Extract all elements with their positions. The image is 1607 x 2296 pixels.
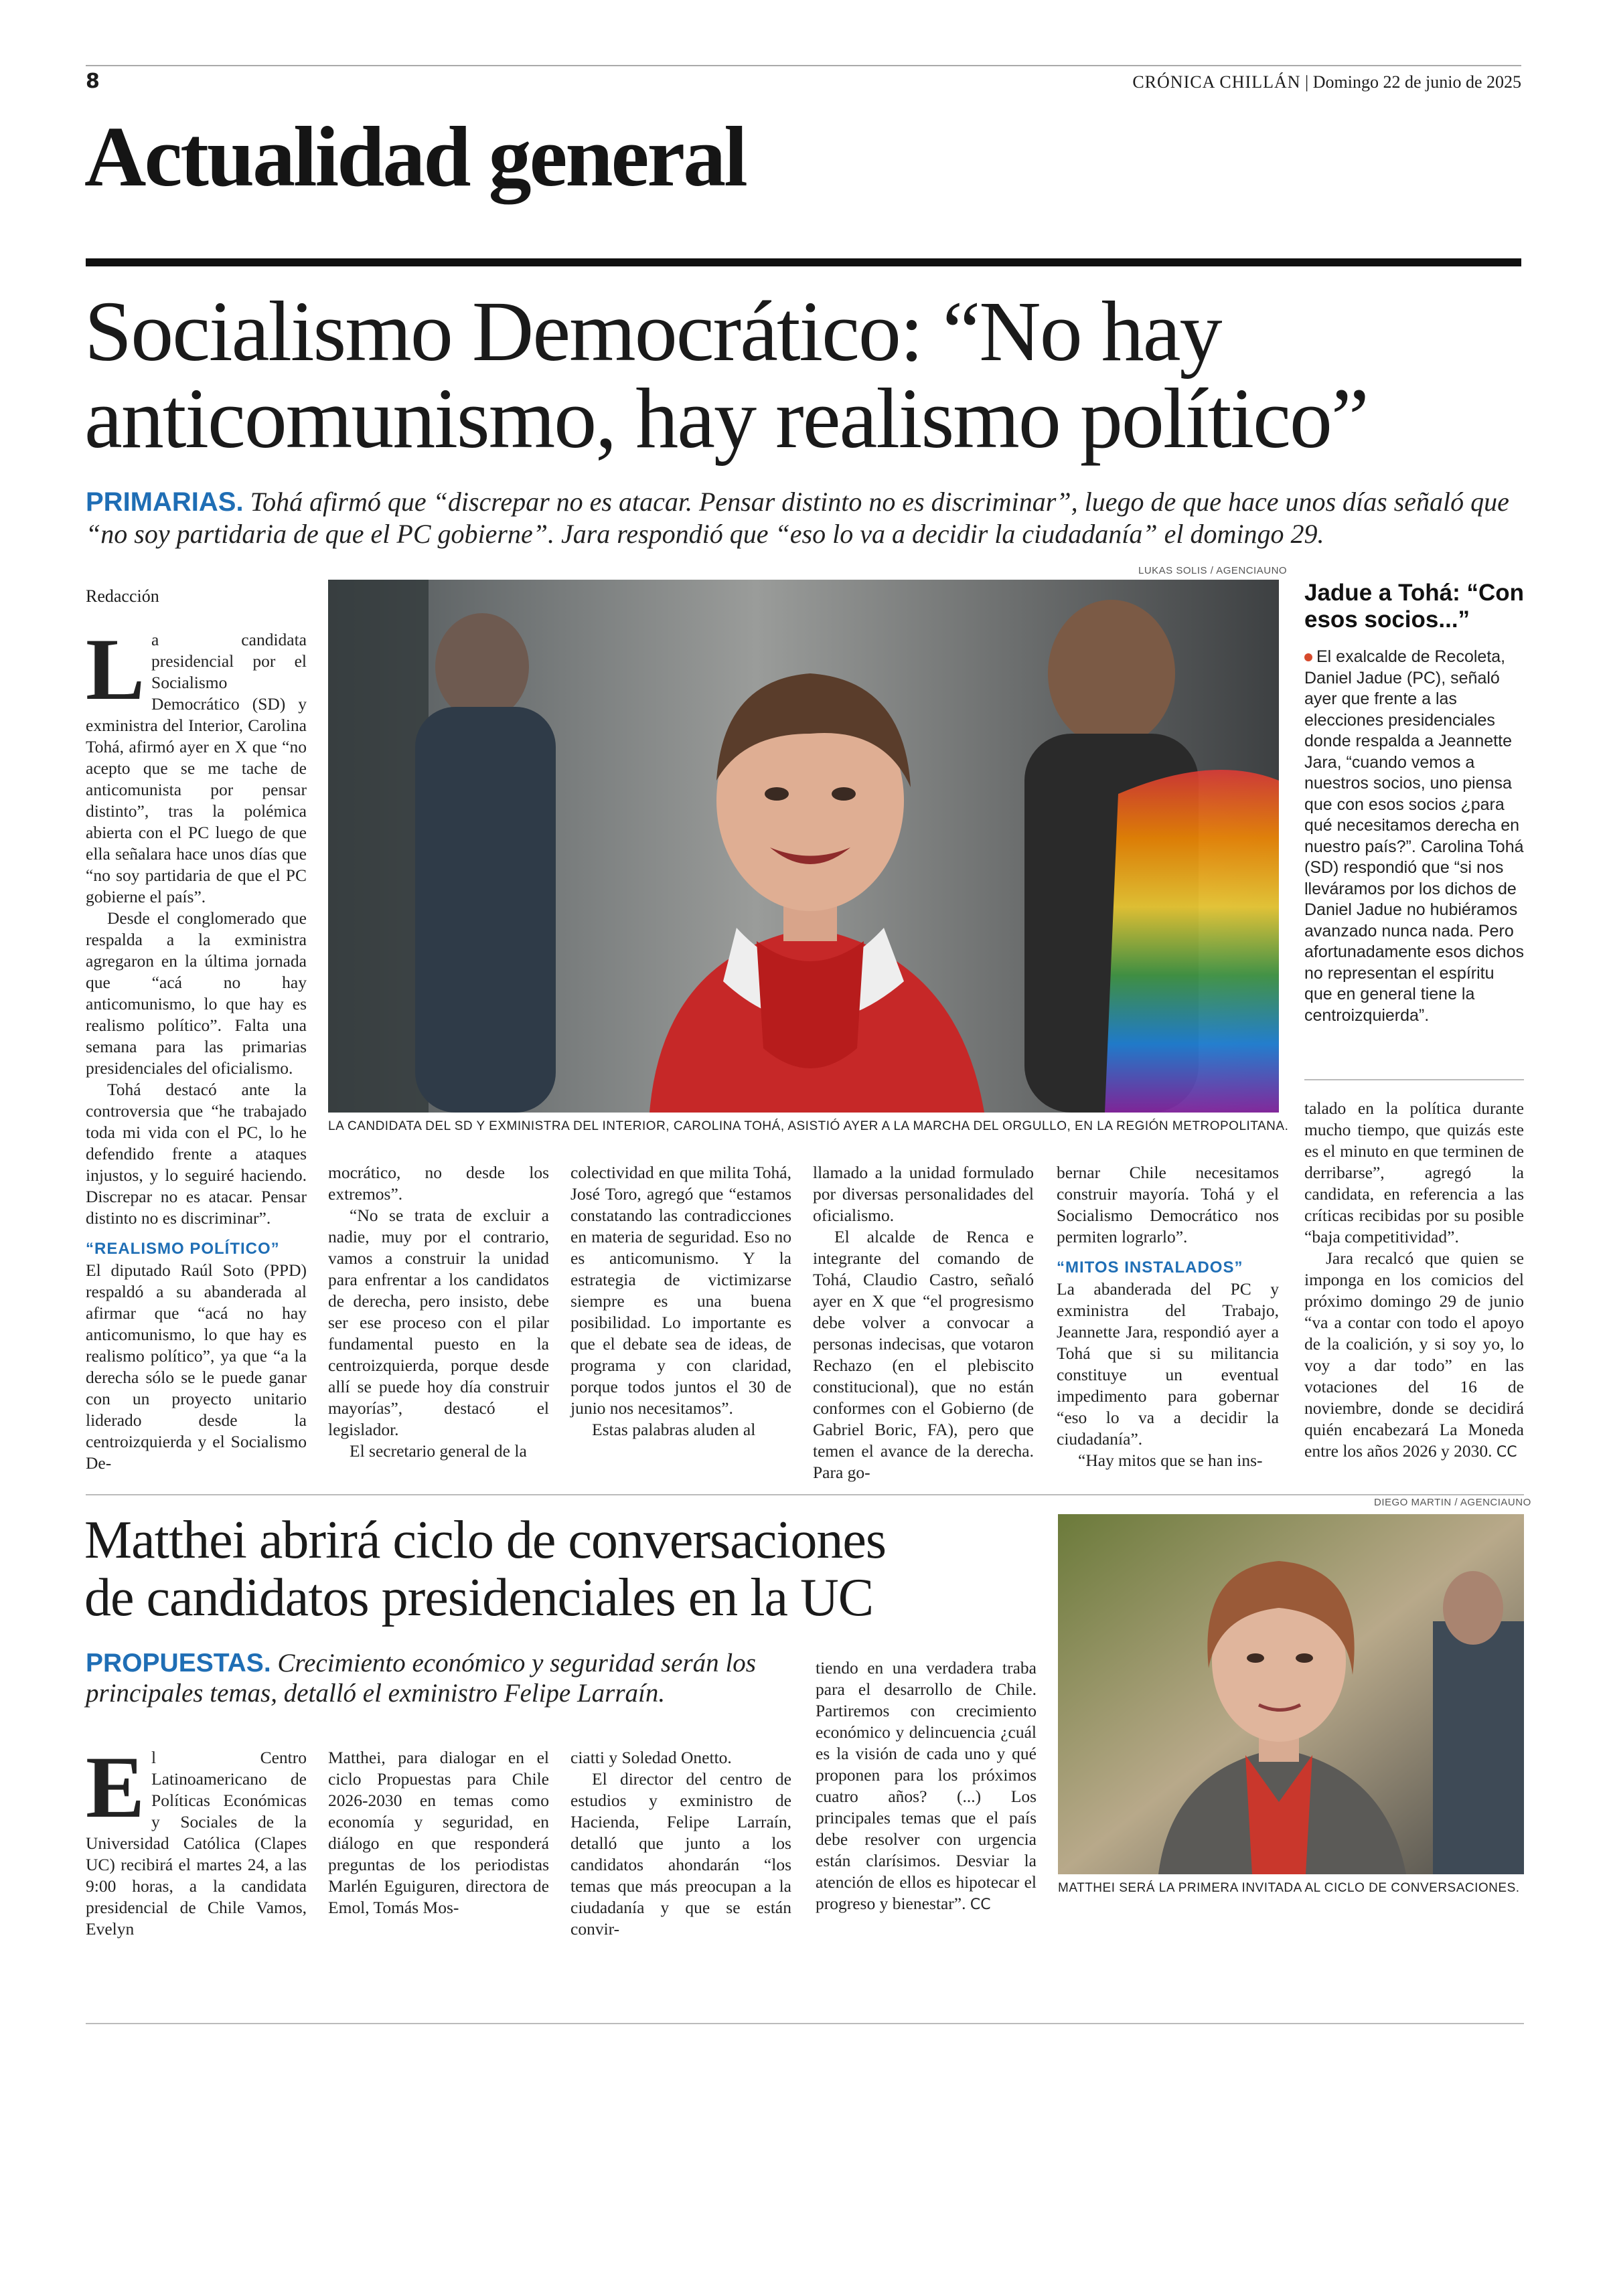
section-title: Actualidad general bbox=[84, 109, 746, 204]
article1-column-2 bbox=[328, 1162, 549, 1481]
article1-col6-p2-text: Jara recalcó que quien se imponga en los comicios del próximo domingo 29 de junio “va a contar con todo el apoyo de la coalición, y si soy yo, lo voy a dar todo” en las votaciones del 16 de noviembre, donde se decidirá quién encabezará La Moneda entre los años 2026 y 2030. bbox=[1304, 1248, 1524, 1461]
article2-photo-credit: DIEGO MARTIN / AGENCIAUNO bbox=[1374, 1497, 1531, 1508]
article2-kicker: PROPUESTAS. bbox=[86, 1649, 271, 1677]
article1-headline-line1: Socialismo Democrático: “No hay bbox=[84, 284, 1221, 379]
article1-col3-p2: Estas palabras aluden al bbox=[592, 1420, 756, 1439]
article2-col3-p2: El director del centro de estudios y exministro de Hacienda, Felipe Larraín, detalló que junto a los candidatos ahondarán “los temas que más preocupan a la ciudadanía y que se están convir- bbox=[570, 1769, 791, 1939]
article1-col5-subhead: “MITOS INSTALADOS” bbox=[1057, 1258, 1243, 1277]
top-rule bbox=[86, 65, 1521, 66]
article2-col4-p1 bbox=[816, 1657, 1037, 1916]
article1-col2-p2: “No se trata de excluir a nadie, muy por el contrario, vamos a construir la unidad para enfrentar a los candidatos de derecha, pero insisto, debe ser ese proceso con el pilar fundamental puesto en la centroizquierda, porque desde allí se puede hoy día construir mayorías”, destacó el legislador. bbox=[328, 1206, 549, 1439]
article1-drop-cap: L bbox=[86, 620, 145, 718]
article1-col3-p1: colectividad en que milita Tohá, José Toro, agregó que “estamos constatando las contradicciones en materia de seguridad. Eso no es anticomunismo. Y la estrategia de victimizarse siempre es una buena posibilidad. Lo importante es que el debate sea de ideas, de programa y con claridad, porque todos juntos el 30 de junio nos necesitamos”. bbox=[570, 1163, 791, 1418]
article2-headline bbox=[84, 1511, 886, 1627]
article2-dek bbox=[86, 1648, 795, 1708]
bullet-icon bbox=[1304, 653, 1312, 661]
article2-column-4 bbox=[816, 1657, 1037, 1912]
masthead-separator: | bbox=[1305, 72, 1309, 92]
bottom-rule bbox=[86, 2023, 1524, 2024]
masthead bbox=[1132, 72, 1521, 92]
article1-col1-p4: El diputado Raúl Soto (PPD) respaldó a su abanderada al afirmar que “acá no hay anticomunismo, lo que hay es realismo político”, ya que “a la derecha sólo se le puede ganar con un proyecto unitario liderado desde la centroizquierda y el Socialismo De- bbox=[86, 1260, 307, 1473]
article1-col5-p2: La abanderada del PC y exministra del Trabajo, Jeannette Jara, respondió ayer a Tohá que si su militancia constituye un eventual impedimento para gobernar “eso lo va a decidir la ciudadanía”. bbox=[1057, 1279, 1279, 1449]
end-of-article-mark: CC bbox=[1496, 1444, 1517, 1461]
article1-col6-p2 bbox=[1304, 1248, 1524, 1463]
toha-portrait-image bbox=[328, 580, 1279, 1113]
article1-col1-p1: a candidata presidencial por el Socialismo Democrático (SD) y exministra del Interior, Carolina Tohá, afirmó ayer en X que “no acepto que se me tache de anticomunista por pensar distinto”, tras la polémica abierta con el PC luego de que ella señalara hace unos días que “no soy partidaria de que el PC gobierne el país”. bbox=[86, 630, 307, 906]
article2-col1-p1: l Centro Latinoamericano de Políticas Económicas y Sociales de la Universidad Católica (Clapes UC) recibirá el martes 24, a las 9:00 horas, a la candidata presidencial de Chile Vamos, Evelyn bbox=[86, 1748, 307, 1939]
article2-col3-p1: ciatti y Soledad Onetto. bbox=[570, 1748, 732, 1767]
article2-col2-p1: Matthei, para dialogar en el ciclo Propuestas para Chile 2026-2030 en temas como economía y seguridad, en diálogo en que responderá preguntas de los periodistas Marlén Eguiguren, directora de Emol, Tomás Mos- bbox=[328, 1748, 549, 1917]
article1-col1-p2: Desde el conglomerado que respalda a la exministra agregaron en la última jornada que “acá no hay anticomunismo, lo que hay es realismo político”. Falta una semana para las primarias presidenciales del oficialismo. bbox=[86, 908, 307, 1078]
issue-date: Domingo 22 de junio de 2025 bbox=[1312, 72, 1521, 92]
article1-col4-p2: El alcalde de Renca e integrante del comando de Tohá, Claudio Castro, señaló ayer en X que “el progresismo debe volver a convocar a personas indecisas, que votaron Rechazo (en el plebiscito constitucional), que no están conformes con el Gobierno (de Gabriel Boric, FA), pero que temen el avance de la derecha. Para go- bbox=[813, 1227, 1034, 1482]
article2-column-1 bbox=[86, 1738, 307, 1939]
sidebar-title: Jadue a Tohá: “Con esos socios...” bbox=[1304, 580, 1524, 633]
article1-photo bbox=[328, 580, 1279, 1113]
page-number: 8 bbox=[86, 70, 100, 93]
article1-kicker: PRIMARIAS. bbox=[86, 487, 244, 517]
article-divider bbox=[86, 1494, 1524, 1495]
article2-dek-text: Crecimiento económico y seguridad serán los principales temas, detalló el exministro Felipe Larraín. bbox=[86, 1649, 756, 1708]
article2-headline-line1: Matthei abrirá ciclo de conversaciones bbox=[84, 1511, 886, 1570]
article1-byline: Redacción bbox=[86, 586, 159, 606]
article2-photo bbox=[1058, 1514, 1524, 1874]
article1-col6-p1: talado en la política durante mucho tiempo, que quizás este es el minuto en que terminen de derribarse”, agregó la candidata, en referencia a las críticas recibidas por su posible “baja competitividad”. bbox=[1304, 1098, 1524, 1246]
sidebar-body bbox=[1304, 647, 1524, 1026]
article1-col5-p1: bernar Chile necesitamos construir mayoría. Tohá y el Socialismo Democrático nos permiten lograrlo”. bbox=[1057, 1163, 1279, 1246]
article1-photo-credit: LUKAS SOLIS / AGENCIAUNO bbox=[1138, 565, 1288, 576]
article1-col1-subhead: “REALISMO POLÍTICO” bbox=[86, 1240, 280, 1258]
article1-column-5 bbox=[1057, 1162, 1279, 1481]
article1-dek-text: Tohá afirmó que “discrepar no es atacar. Pensar distinto no es discriminar”, luego de que hace unos días señaló que “no soy partidaria de que el PC gobierne”. Jara respondió que “eso lo va a decidir la ciudadanía” el domingo 29. bbox=[86, 487, 1509, 549]
article1-headline bbox=[84, 284, 1524, 466]
publication-name: CRÓNICA CHILLÁN bbox=[1132, 72, 1301, 92]
article2-col4-p1-text: tiendo en una verdadera traba para el desarrollo de Chile. Partiremos con crecimiento económico y delincuencia ¿cuál es la visión de cada uno y qué proponen para los próximos cuatro años? (...) Los principales temas que el país debe resolver con urgencia están clarísimos. Desviar la atención de ellos es hipotecar el progreso y bienestar”. bbox=[816, 1658, 1037, 1913]
end-of-article-mark: CC bbox=[970, 1896, 991, 1913]
article1-column-6 bbox=[1304, 1098, 1524, 1481]
article1-photo-caption: LA CANDIDATA DEL SD Y EXMINISTRA DEL INTERIOR, CAROLINA TOHÁ, ASISTIÓ AYER A LA MARCHA DEL ORGULLO, EN LA REGIÓN METROPOLITANA. bbox=[328, 1119, 1289, 1133]
article1-col1-p3: Tohá destacó ante la controversia que “he trabajado toda mi vida con el PC, lo he defendido frente a ataques injustos, y lo seguiré haciendo. Discrepar no es atacar. Pensar distinto no es discriminar”. bbox=[86, 1080, 307, 1228]
article1-col4-p1: llamado a la unidad formulado por diversas personalidades del oficialismo. bbox=[813, 1163, 1034, 1225]
article1-column-4 bbox=[813, 1162, 1034, 1481]
matthei-portrait-image bbox=[1058, 1514, 1524, 1874]
section-rule bbox=[86, 258, 1521, 266]
article2-photo-caption: MATTHEI SERÁ LA PRIMERA INVITADA AL CICLO DE CONVERSACIONES. bbox=[1058, 1881, 1520, 1895]
article1-col2-p1: mocrático, no desde los extremos”. bbox=[328, 1163, 549, 1204]
article2-column-2 bbox=[328, 1747, 549, 1917]
article2-drop-cap: E bbox=[86, 1738, 145, 1836]
sidebar-body-text: El exalcalde de Recoleta, Daniel Jadue (PC), señaló ayer que frente a las elecciones presidenciales donde respalda a Jeannette Jara, “cuando vemos a nuestros socios, uno piensa que con esos socios ¿para qué necesitamos derecha en nuestro país?”. Carolina Tohá (SD) respondió que “si nos lleváramos por los dichos de Daniel Jadue no hubiéramos avanzado nunca nada. Pero afortunadamente esos dichos no representan el espíritu que en general tiene la centroizquierda”. bbox=[1304, 647, 1524, 1025]
sidebar-rule bbox=[1304, 1079, 1524, 1080]
article1-headline-line2: anticomunismo, hay realismo político” bbox=[84, 371, 1368, 466]
article2-headline-line2: de candidatos presidenciales en la UC bbox=[84, 1568, 874, 1627]
article1-dek bbox=[86, 486, 1523, 550]
article1-column-3 bbox=[570, 1162, 791, 1481]
article1-col5-p3: “Hay mitos que se han ins- bbox=[1078, 1451, 1263, 1470]
article1-col2-p3: El secretario general de la bbox=[350, 1441, 527, 1461]
article1-column-1 bbox=[86, 620, 307, 1479]
article2-column-3 bbox=[570, 1747, 791, 1939]
